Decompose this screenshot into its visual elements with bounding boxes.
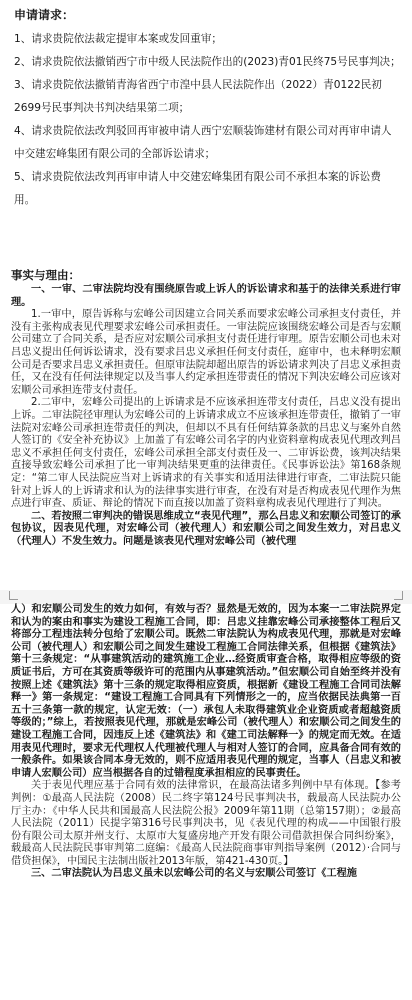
request-item-2: 2、请求贵院依法撤销西宁市中级人民法院作出的(2023)青01民终75号民事判决； — [14, 56, 401, 68]
request-item-4: 4、请求贵院依法改判驳回再审被申请人西宁宏顺装饰建材有限公司对再审申请人中交建宏峰集团有限公司的全部诉讼请求； — [14, 125, 392, 160]
facts-section — [0, 268, 412, 590]
crop-mark-left — [9, 591, 18, 600]
point-1-sub-2: 2.二审中，宏峰公司提出的上诉请求是不应该承担连带支付责任，吕忠义没有提出上诉。二审法院径审理认为宏峰公司的上诉请求成立不应该承担连带责任，撤销了一审法院对宏峰公司承担连带责任的判决，但却以不具有任何结算条款的吕忠义与案外自然人签订的《安全补充协议》上加盖了有宏峰公司名字的内业资料章构成表见代理改判吕忠义不承担任何支付责任，宏峰公司承担全部支付责任及一、二审诉讼费，该判决结果直接导致宏峰公司承担了比一审判决结果更重的法律责任。《民事诉讼法》第168条规定：“第二审人民法院应当对上诉请求的有关事实和适用法律进行审查，二审法院只能针对上诉人的上诉请求和认为的法律事实进行审查，在没有对是否构成表见代理作为焦点进行审查、质证、辩论的情况下而直接以加盖了资料章构成表见代理进行了判决。 — [11, 397, 401, 510]
point-1-title: 一、一审、二审法院均没有围绕原告或上诉人的诉讼请求和基于的法律关系进行审理。 — [11, 284, 401, 308]
request-item-5: 5、请求贵院依法改判再审申请人中交建宏峰集团有限公司不承担本案的诉讼费用。 — [14, 171, 381, 206]
crop-mark-right — [394, 591, 403, 600]
point-1-sub-1: 1.一审中，原告诉称与宏峰公司因建立合同关系而要求宏峰公司承担支付责任，并没有主张构成表见代理要求宏峰公司承担责任。一审法院应该围绕宏峰公司是否与宏顺公司建立了合同关系，是否应对宏顺公司承担支付责任进行审理。原告宏顺公司也未对吕忠义提出任何诉讼请求，没有要求吕忠义承担任何支付责任，庭审中，也未释明宏顺公司是否要求吕忠义承担责任。但原审法院却超出原告的诉讼请求判决了吕忠义承担责任，又在没有任何法律规定以及当事人约定承担连带责任的情况下判决宏峰公司应该对宏顺公司承担连带支付责任。 — [11, 309, 401, 396]
facts-heading: 事实与理由： — [11, 268, 80, 282]
page-break — [0, 590, 412, 604]
point-2-continued: 人）和宏顺公司发生的效力如何，有效与否？显然是无效的，因为本案一二审法院界定和认为的案由和事实为建设工程施工合同，即：吕忠义挂靠宏峰公司承接整体工程后又将部分工程违法转分包给了宏顺公司。既然二审法院认为构成表见代理，那就是对宏峰公司（被代理人）和宏顺公司之间发生建设工程施工合同法律关系，但根据《建筑法》第十三条规定：“从事建筑活动的建筑施工企业…经资质审查合格，取得相应等级的资质证书后，方可在其资质等级许可的范围内从事建筑活动。”但宏顺公司自始至终并没有按照上述《建筑法》第十三条的规定取得相应资质，根据新《建设工程施工合同司法解释一》第一条规定：“建设工程施工合同具有下列情形之一的，应当依据民法典第一百五十三条第一款的规定，认定无效：（一）承包人未取得建筑业企业资质或者超越资质等级的；”综上，若按照表见代理，那就是宏峰公司（被代理人）和宏顺公司之间发生的建设工程施工合同，因违反上述《建筑法》和《建工司法解释一》的规定而无效。在适用表见代理时，要求无代理权人代理被代理人与相对人签订的合同，应具备合同有效的一般条件。如果该合同本身无效的，则不应适用表见代理的规定，当事人（吕忠义和被申请人宏顺公司）应当根据各自的过错程度承担相应的民事责任。 — [11, 604, 401, 779]
request-item-3: 3、请求贵院依法撤销青海省西宁市湟中县人民法院作出（2022）青0122民初2699号民事判决书判决结果第二项； — [14, 79, 382, 114]
point-3-title: 三、二审法院认为吕忠义虽未以宏峰公司的名义与宏顺公司签订《工程施 — [31, 868, 357, 880]
point-2-title: 二、若按照二审判决的错误思维成立“表见代理”，那么吕忠义和宏顺公司签订的承包协议，因表见代理，对宏峰公司（被代理人）和宏顺公司之间发生效力，对吕忠义（代理人）不发生效力。问题是该表见代理对宏峰公司（被代理 — [11, 510, 401, 547]
request-item-1: 1、请求贵院依法裁定提审本案或发回重审； — [14, 33, 223, 45]
requests-section — [0, 0, 412, 260]
requests-heading: 申请请求： — [14, 8, 75, 22]
continued-section — [0, 604, 412, 1000]
case-references: 关于表见代理应基于合同有效的法律常识，在最高法诸多判例中早有体现。【参考判例：①最高人民法院（2008）民二终字第124号民事判决书，载最高人民法院办公厅主办：《中华人民共和国最高人民法院公报》2009年第11期（总第157期）；②最高人民法院（2011）民提字第316号民事判决书，见《表见代理的构成——中国银行股份有限公司太原并州支行、太原市大复盛房地产开发有限公司借款担保合同纠纷案》，载最高人民法院民事审判第二庭编：《最高人民法院商事审判指导案例（2012）·合同与借贷担保》，中国民主法制出版社2013年版，第421-430页。】 — [11, 780, 401, 867]
